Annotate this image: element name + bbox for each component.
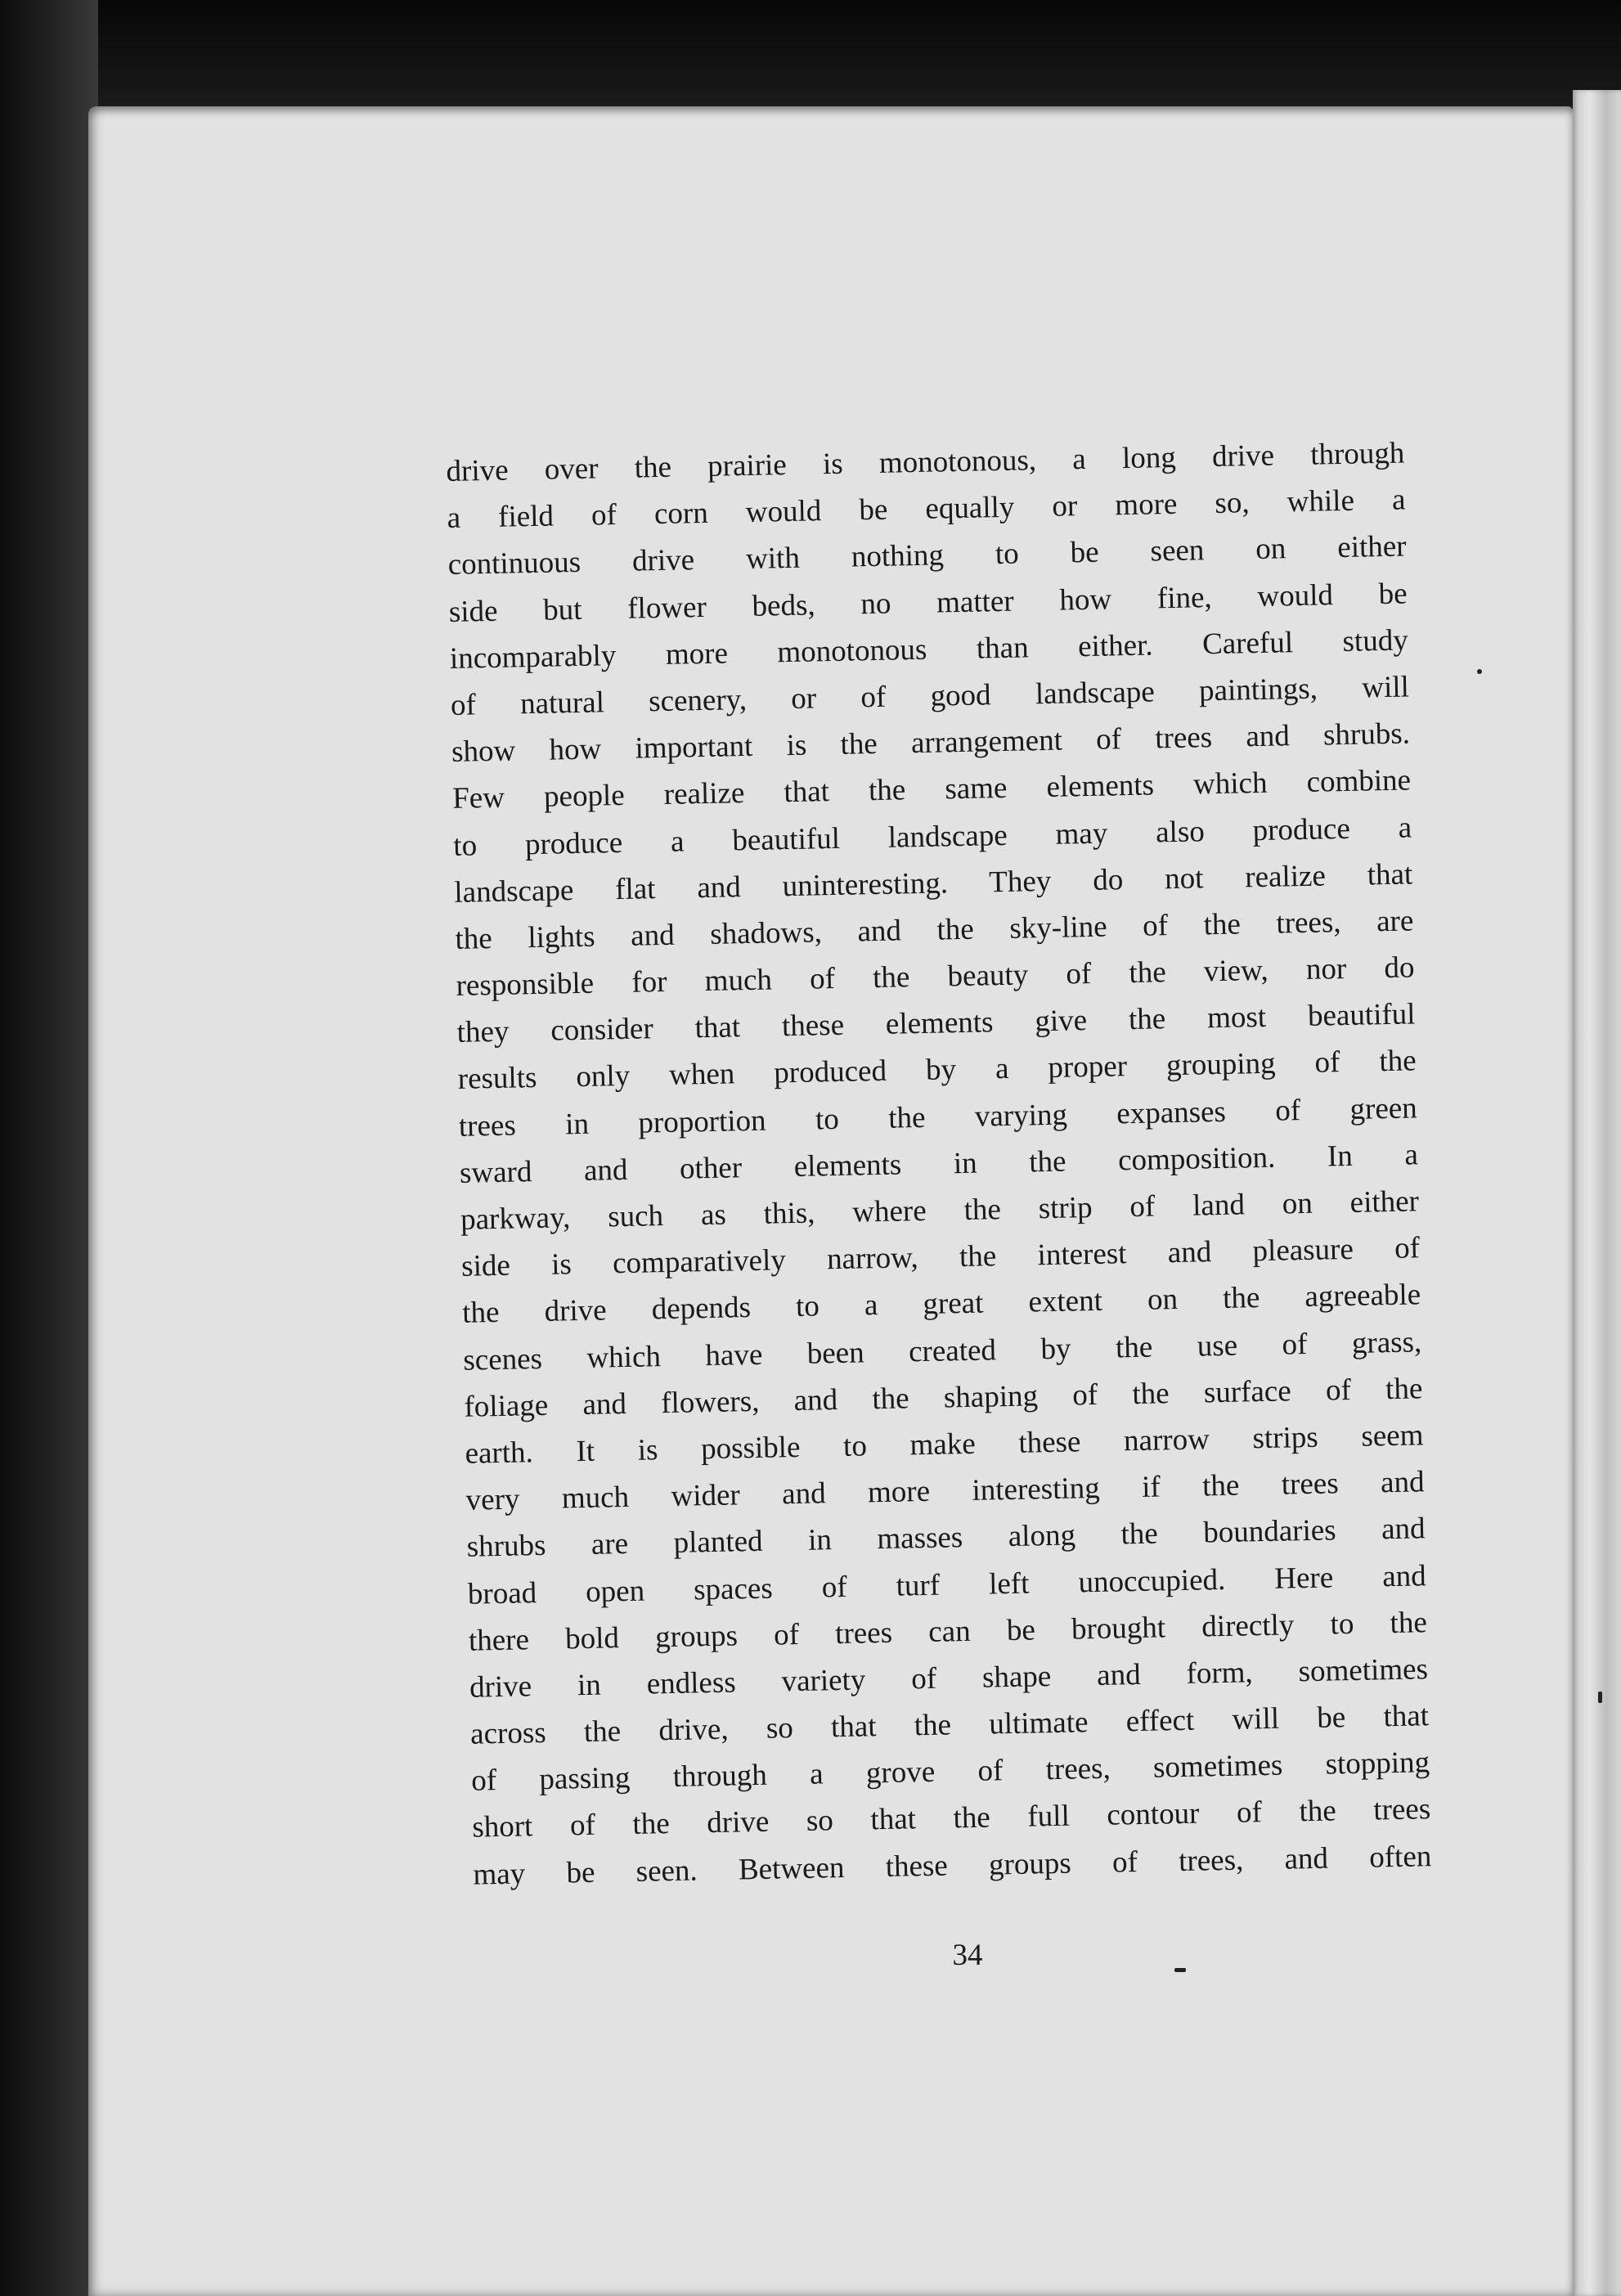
text-line: foliage and flowers, and the shaping of the surface of the [464, 1372, 1423, 1424]
text-line: sward and other elements in the composition. In a [459, 1138, 1419, 1190]
body-text [446, 430, 1432, 1921]
scan-speck [1174, 1968, 1186, 1972]
text-line: side but flower beds, no matter how fine, would be [448, 577, 1408, 629]
text-line: earth. It is possible to make these narrow strips seem [465, 1418, 1424, 1471]
text-line: the drive depends to a great extent on the agreeable [461, 1278, 1421, 1331]
text-line: short of the drive so that the full contour of the trees [471, 1792, 1431, 1845]
text-line: of passing through a grove of trees, sometimes stopping [470, 1746, 1430, 1798]
text-line: landscape flat and uninteresting. They do not realize that [454, 857, 1413, 910]
text-line: responsible for much of the beauty of the view, nor do [456, 950, 1415, 1003]
scan-speck [1598, 1692, 1602, 1703]
text-line: parkway, such as this, where the strip of land on either [460, 1184, 1420, 1237]
text-line: results only when produced by a proper grouping of the [457, 1044, 1417, 1097]
page-edge-right [1573, 90, 1621, 2296]
scan-speck [1477, 669, 1482, 674]
text-line: the lights and shadows, and the sky-line of the trees, are [455, 904, 1414, 956]
scan-backdrop-top [0, 0, 1621, 115]
text-line: they consider that these elements give the most beautiful [456, 997, 1416, 1050]
text-line: scenes which have been created by the use of grass, [463, 1324, 1422, 1377]
text-line: there bold groups of trees can be brought directly to the [468, 1605, 1428, 1658]
text-line: show how important is the arrangement of trees and shrubs. [451, 717, 1411, 770]
text-line: may be seen. Between these groups of trees, and often [473, 1839, 1432, 1892]
text-line: a field of corn would be equally or more so, while a [447, 483, 1406, 536]
text-line: Few people realize that the same elements which combine [451, 763, 1412, 816]
page-number: 34 [952, 1939, 983, 1972]
scan-backdrop-left [0, 0, 98, 2296]
text-line: incomparably more monotonous than either. Careful study [449, 623, 1409, 676]
text-line: broad open spaces of turf left unoccupied. Here and [467, 1558, 1427, 1611]
text-line: very much wider and more interesting if the trees and [465, 1465, 1425, 1517]
text-line: drive in endless variety of shape and form, sometimes [469, 1652, 1429, 1705]
text-line: continuous drive with nothing to be seen on either [447, 529, 1407, 582]
text-line: across the drive, so that the ultimate effect will be that [469, 1699, 1430, 1751]
text-line: side is comparatively narrow, the interest and pleasure of [460, 1231, 1421, 1283]
text-line: to produce a beautiful landscape may also produce a [452, 810, 1412, 863]
text-line: drive over the prairie is monotonous, a long drive through [446, 436, 1405, 488]
text-line: trees in proportion to the varying expanses of green [458, 1090, 1418, 1144]
text-line: of natural scenery, or of good landscape paintings, will [450, 670, 1410, 722]
text-line: shrubs are planted in masses along the boundaries and [466, 1512, 1426, 1565]
